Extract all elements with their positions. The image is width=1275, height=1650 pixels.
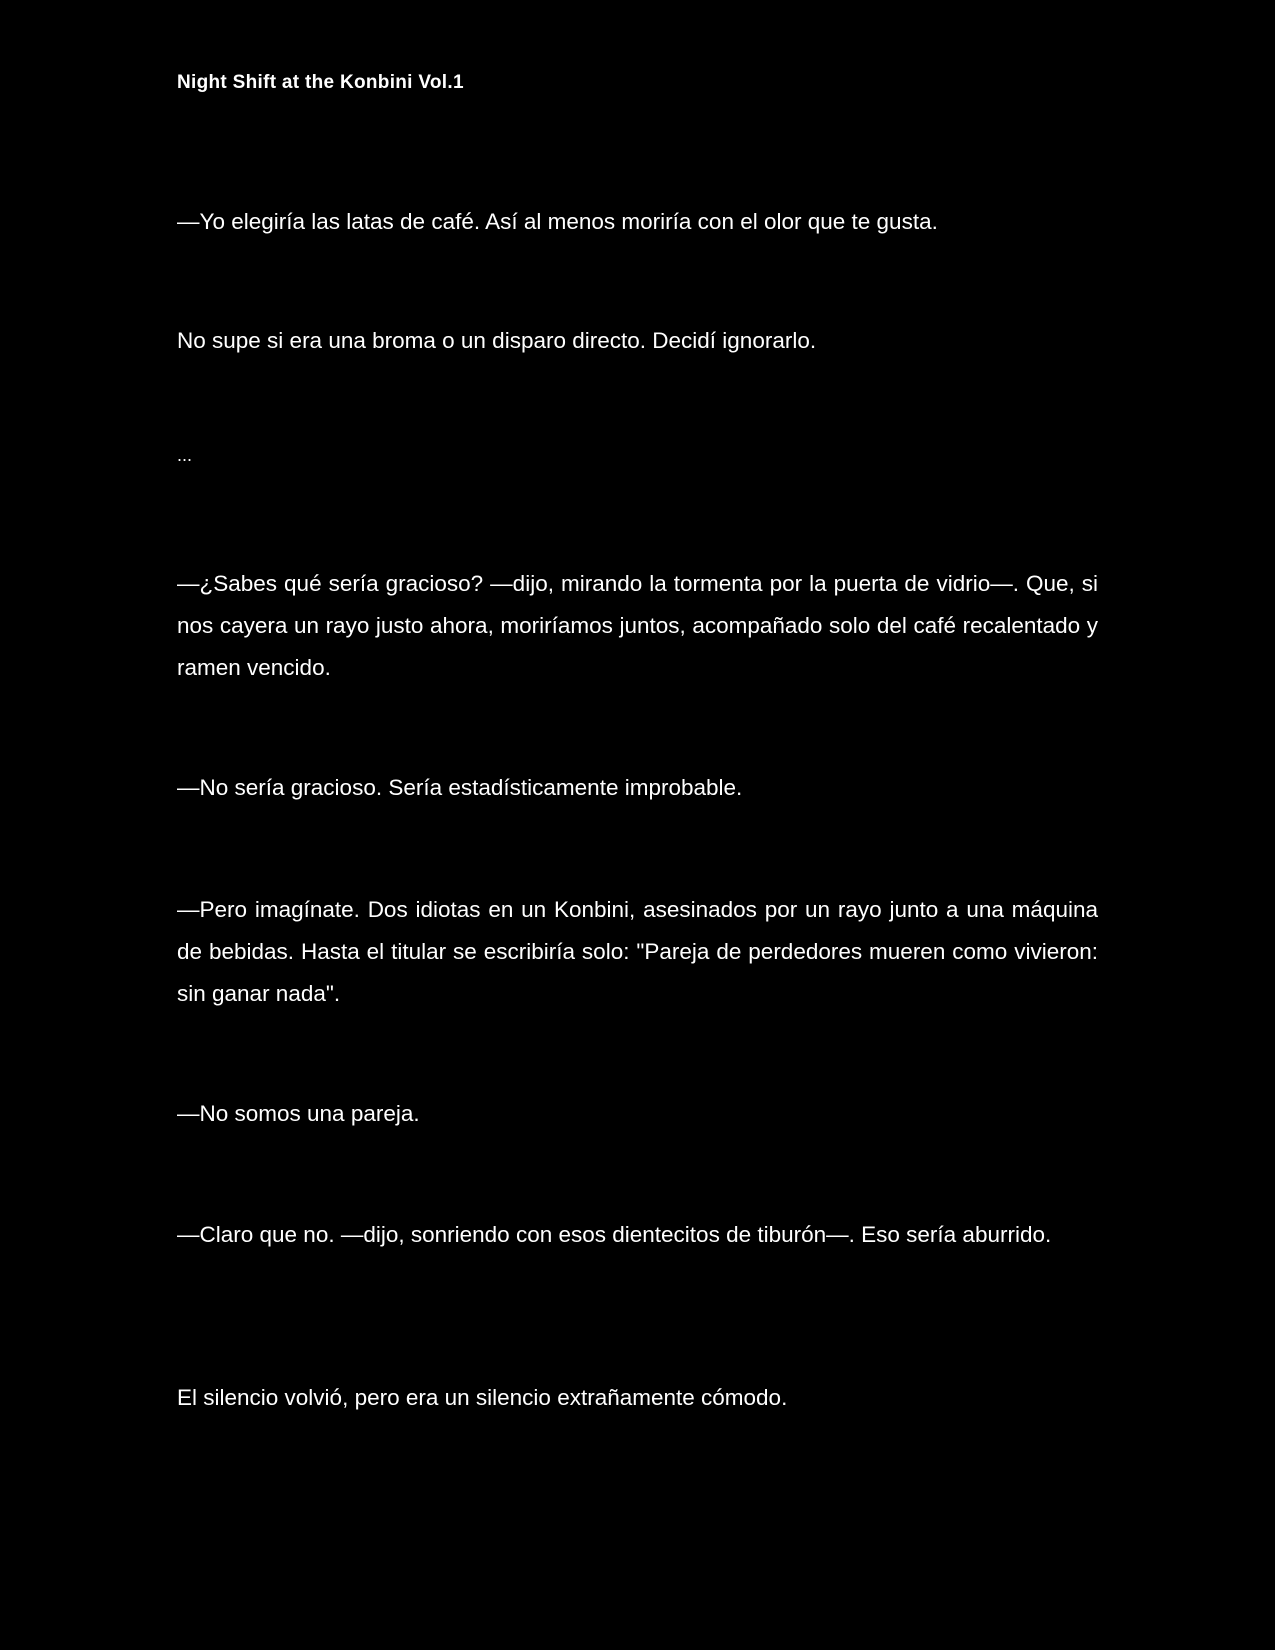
paragraph: —Pero imagínate. Dos idiotas en un Konbini, asesinados por un rayo junto a una máquina de bebidas. Hasta el titular se escribiría solo: "Pareja de perdedores mueren como vivieron: sin ganar nada". — [177, 897, 1098, 1006]
paragraph: —¿Sabes qué sería gracioso? —dijo, mirando la tormenta por la puerta de vidrio—. Que, si nos cayera un rayo justo ahora, moriríamos juntos, acompañado solo del café recalentado y ramen vencido. — [177, 571, 1098, 680]
paragraph: No supe si era una broma o un disparo directo. Decidí ignorarlo. — [177, 328, 817, 353]
document-header: Night Shift at the Konbini Vol.1 — [177, 72, 464, 93]
scene-break: ... — [177, 445, 193, 465]
paragraph: —No somos una pareja. — [177, 1101, 420, 1126]
paragraph: El silencio volvió, pero era un silencio extrañamente cómodo. — [177, 1385, 788, 1410]
paragraph: —No sería gracioso. Sería estadísticamente improbable. — [177, 775, 743, 800]
paragraph: —Yo elegiría las latas de café. Así al menos moriría con el olor que te gusta. — [177, 209, 938, 234]
paragraph: —Claro que no. —dijo, sonriendo con esos dientecitos de tiburón—. Eso sería aburrido. — [177, 1222, 1052, 1247]
